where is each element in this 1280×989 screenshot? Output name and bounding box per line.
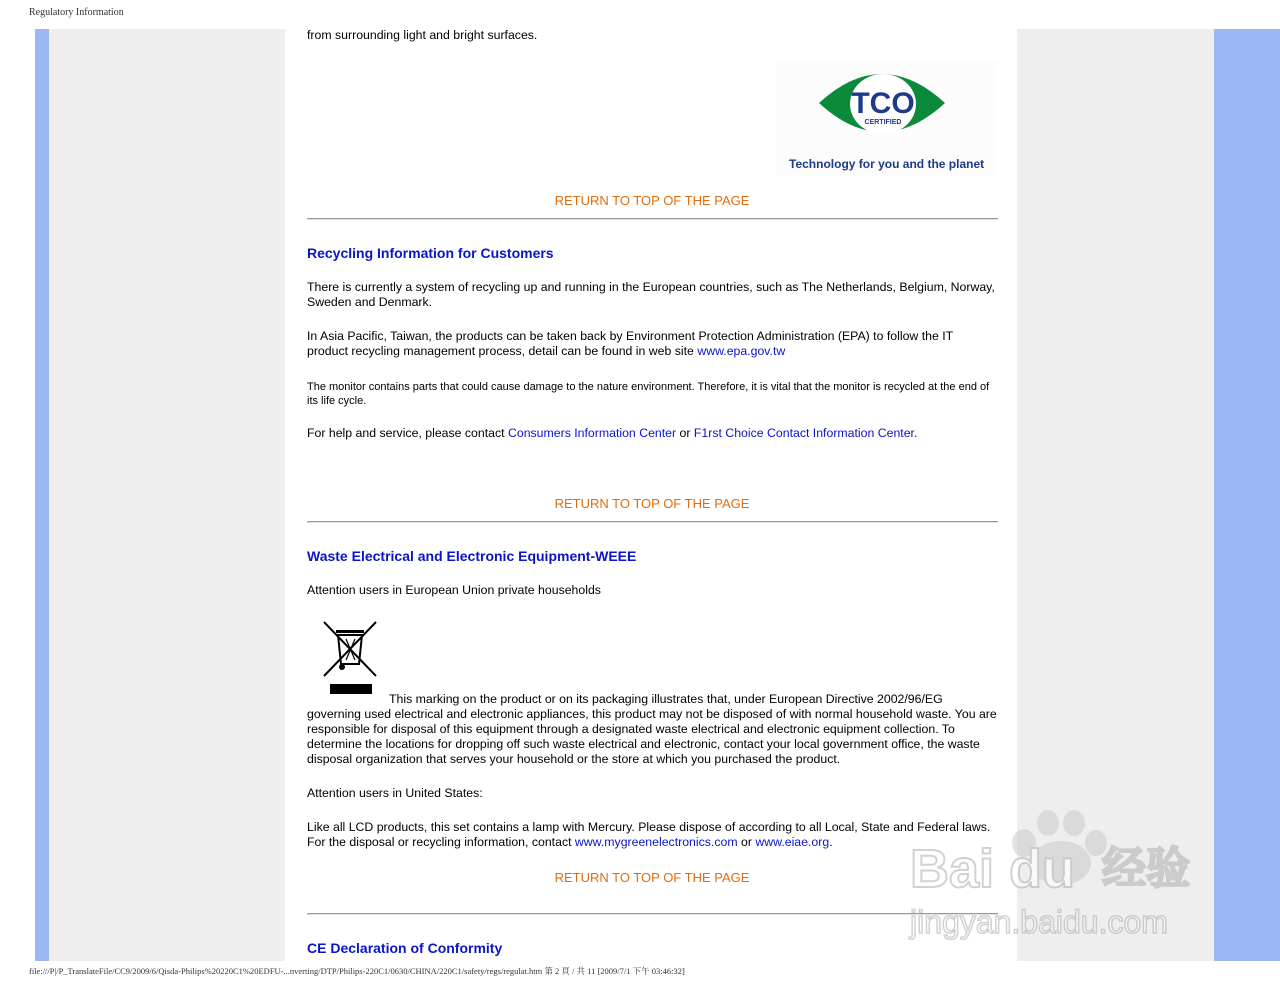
tco-logo-text: TCO xyxy=(851,87,915,120)
mygreenelectronics-link[interactable]: www.mygreenelectronics.com xyxy=(574,835,738,849)
recycling-paragraph-2: In Asia Pacific, Taiwan, the products can be taken back by Environment Protection Administration (EPA) to follow the IT product recycling management process, detail can be found in web site www.epa.gov.tw xyxy=(307,329,953,358)
divider xyxy=(307,218,998,220)
divider xyxy=(307,913,998,915)
recycling-paragraph-3: The monitor contains parts that could cause damage to the nature environment. Therefore, it is vital that the monitor is recycled at the end of its life cycle. xyxy=(307,381,990,407)
left-gray-margin xyxy=(49,29,285,961)
tco-eye-icon xyxy=(817,63,947,148)
recycling-heading: Recycling Information for Customers xyxy=(307,245,554,261)
epa-link[interactable]: www.epa.gov.tw xyxy=(697,344,786,358)
tco-caption: Technology for you and the planet xyxy=(789,157,985,171)
page-header-title: Regulatory Information xyxy=(29,7,124,18)
watermark-url: jingyan.baidu.com xyxy=(910,904,1168,940)
return-to-top-link[interactable]: RETURN TO TOP OF THE PAGE xyxy=(554,496,750,511)
ce-heading: CE Declaration of Conformity xyxy=(307,940,503,956)
page-footer-path: file:///P|/P_TranslateFile/CC9/2009/6/Qisda-Philips%20220C1%20EDFU-...nverting/DTP/Philips-220C1/0630/CHINA/220C1/safety/regs/regulat.htm 第 2 頁 / 共 11 [2009/7/1 下午 03:46:32] xyxy=(29,966,685,976)
weee-attention-us: Attention users in United States: xyxy=(307,786,483,800)
left-blue-band xyxy=(35,29,49,961)
right-blue-band xyxy=(1214,29,1280,961)
intro-tail-text: from surrounding light and bright surfaces. xyxy=(307,28,538,42)
recycling-paragraph-1: There is currently a system of recycling up and running in the European countries, such as The Netherlands, Belgium, Norway, Sweden and Denmark. xyxy=(307,280,995,309)
return-to-top-link[interactable]: RETURN TO TOP OF THE PAGE xyxy=(554,870,750,885)
tco-logo-sub: CERTIFIED xyxy=(864,119,902,126)
tco-certified-logo xyxy=(777,61,997,176)
crossed-out-wheelie-bin-icon xyxy=(322,620,380,701)
weee-attention-eu: Attention users in European Union private households xyxy=(307,583,601,597)
watermark-cn: 经验 xyxy=(1102,843,1190,894)
baidu-jingyan-watermark xyxy=(906,795,1206,940)
consumers-info-center-link[interactable]: Consumers Information Center xyxy=(507,426,677,440)
weee-paragraph: This marking on the product or on its packaging illustrates that, under European Directive 2002/96/EG governing used electrical and electronic appliances, this product may not be disposed of with normal household waste. You are responsible for disposal of this equipment through a designated waste electrical and electronic equipment collection. To determine the locations for dropping off such waste electrical and electronic, contact your local government office, the waste disposal organization that serves your household or the store at which you purchased the product. xyxy=(307,692,997,766)
return-to-top-link[interactable]: RETURN TO TOP OF THE PAGE xyxy=(554,193,750,208)
watermark-brand: Bai du xyxy=(910,839,1076,899)
divider xyxy=(307,521,998,523)
weee-us-paragraph: Like all LCD products, this set contains a lamp with Mercury. Please dispose of according to all Local, State and Federal laws. For the disposal or recycling information, contact www.mygreenelectronics.com or www.eiae.org. xyxy=(307,820,991,849)
eiae-link[interactable]: www.eiae.org xyxy=(755,835,830,849)
recycling-paragraph-4: For help and service, please contact Consumers Information Center or F1rst Choice Contact Information Center. xyxy=(307,426,918,440)
weee-heading: Waste Electrical and Electronic Equipment-WEEE xyxy=(307,548,637,564)
first-choice-contact-link[interactable]: F1rst Choice Contact Information Center xyxy=(693,426,914,440)
